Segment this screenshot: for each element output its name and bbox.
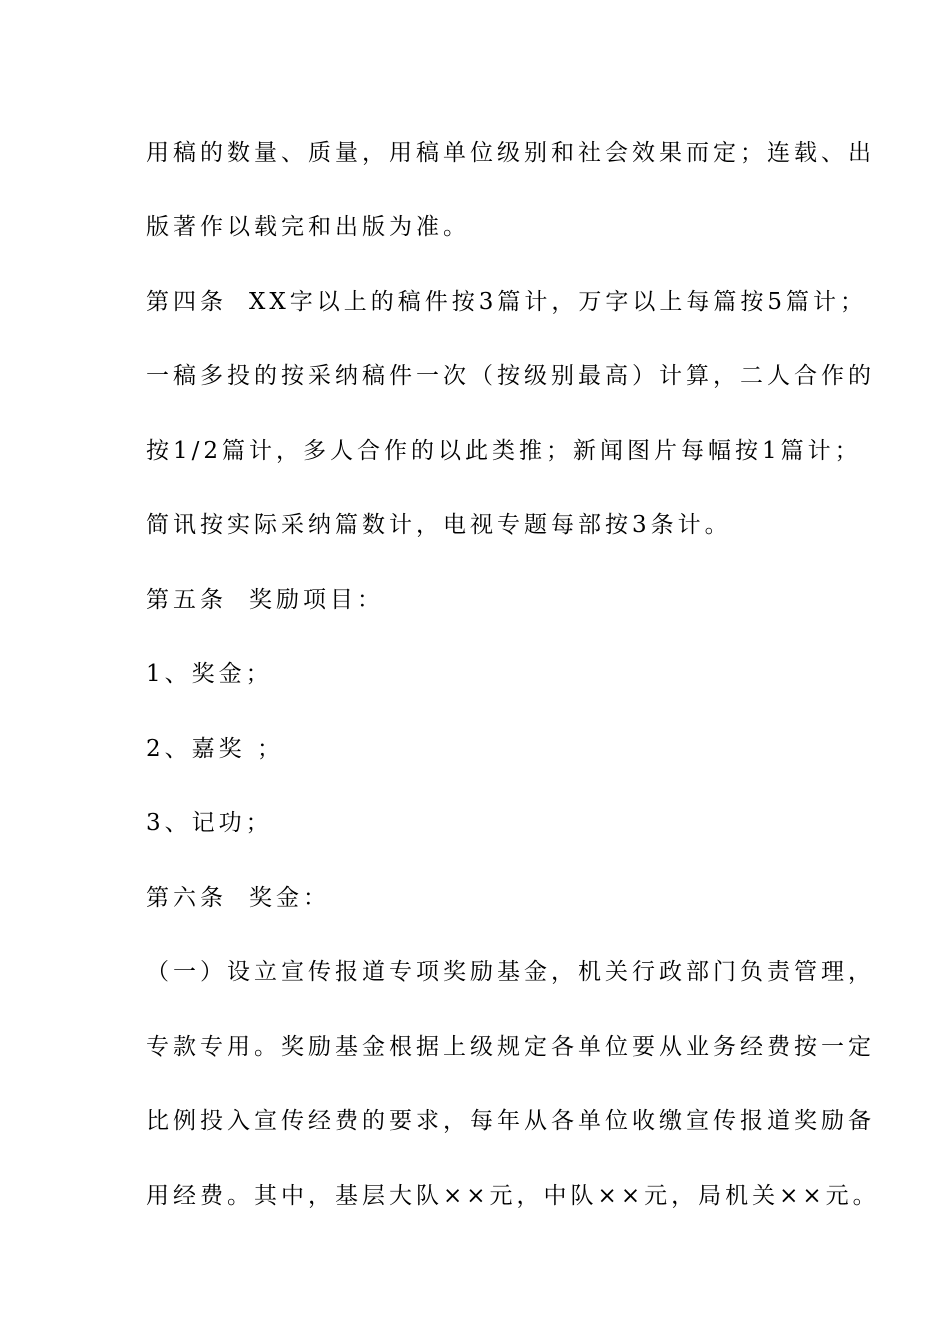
- list-item: 3、记功；: [146, 810, 273, 836]
- paragraph-line: 按1/2篇计，多人合作的以此类推；新闻图片每幅按1篇计；: [146, 438, 862, 464]
- article-5-label: 第五条: [146, 587, 227, 613]
- article-6-line: [146, 878, 846, 918]
- paragraph-line: 用稿的数量、质量，用稿单位级别和社会效果而定；连载、出: [146, 140, 875, 166]
- paragraph-line: （一）设立宣传报道专项奖励基金，机关行政部门负责管理，: [146, 959, 875, 985]
- article-4-text: XX字以上的稿件按3篇计，万字以上每篇按5篇计；: [249, 289, 868, 315]
- paragraph-line: 简讯按实际采纳篇数计，电视专题每部按3条计。: [146, 512, 732, 538]
- article-4-label: 第四条: [146, 289, 227, 315]
- list-item: 2、嘉奖 ；: [146, 736, 284, 762]
- article-5-text: 奖励项目：: [249, 587, 384, 613]
- paragraph-line: 一稿多投的按采纳稿件一次（按级别最高）计算，二人合作的: [146, 363, 875, 389]
- paragraph-line: 比例投入宣传经费的要求，每年从各单位收缴宣传报道奖励备: [146, 1108, 875, 1134]
- article-6-label: 第六条: [146, 885, 227, 911]
- paragraph-line: 用经费。其中，基层大队××元，中队××元，局机关××元。: [146, 1183, 880, 1209]
- article-5-line: [146, 580, 846, 620]
- paragraph-line: 版著作以载完和出版为准。: [146, 214, 470, 240]
- list-item: 1、奖金；: [146, 661, 273, 687]
- article-6-text: 奖金：: [249, 885, 330, 911]
- article-4-line: [146, 282, 868, 322]
- paragraph-line: 专款专用。奖励基金根据上级规定各单位要从业务经费按一定: [146, 1034, 875, 1060]
